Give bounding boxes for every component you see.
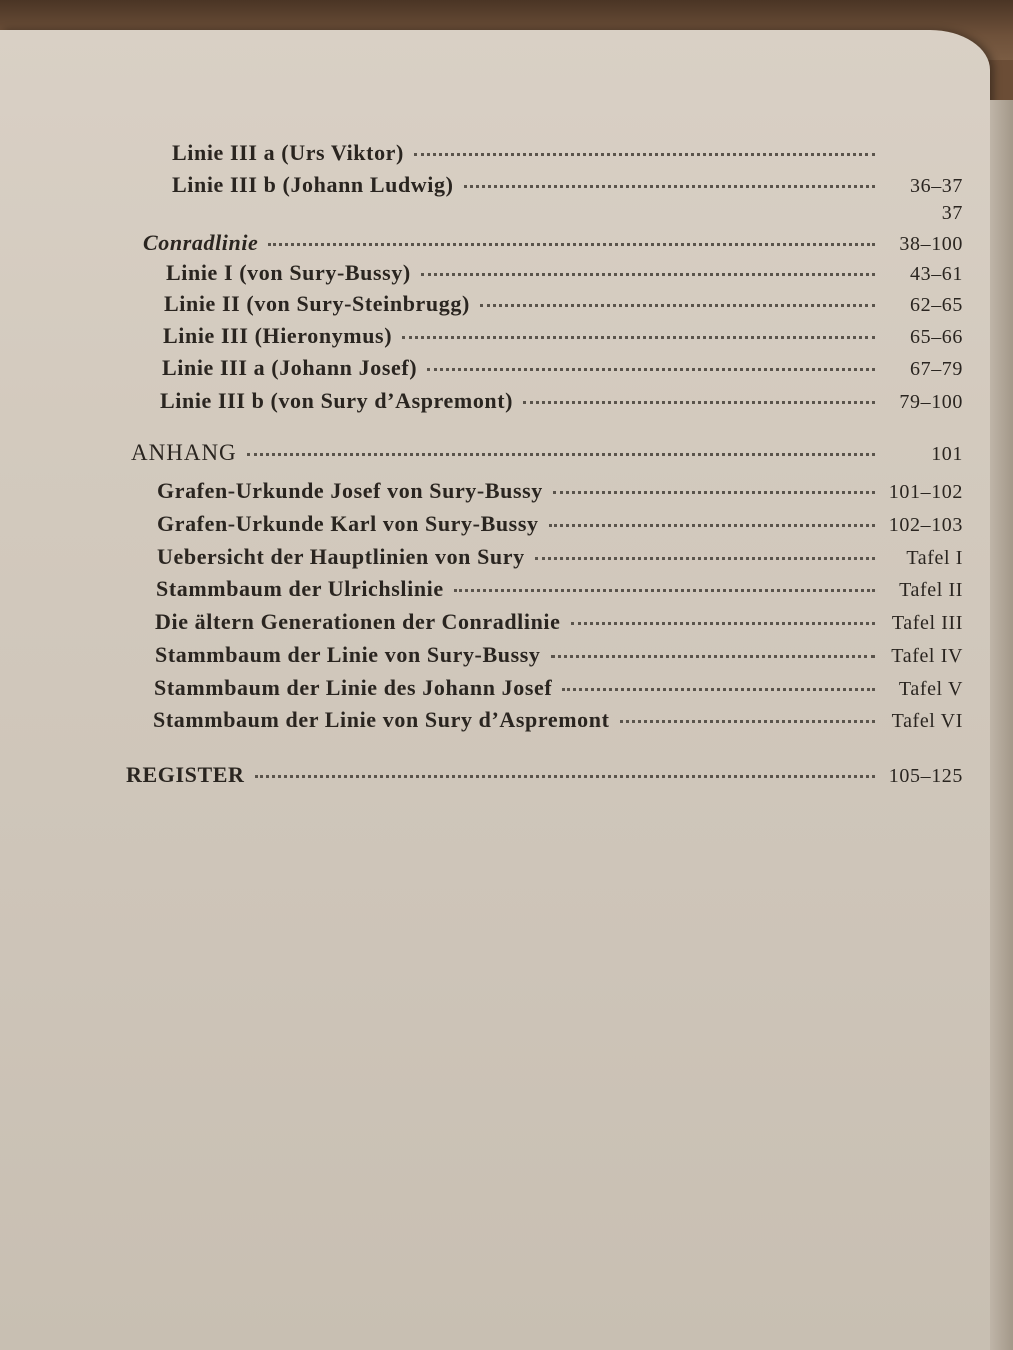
dot-leader: [480, 304, 875, 307]
dot-leader: [402, 336, 875, 339]
toc-entry: [166, 260, 963, 292]
toc-entry: [157, 478, 963, 510]
toc-entry-page: Tafel III: [891, 612, 963, 634]
toc-entry: [157, 511, 963, 543]
toc-entry-title: ANHANG: [131, 440, 237, 465]
toc-entry-page: Tafel V: [898, 678, 963, 700]
toc-entry-page: 101–102: [888, 481, 963, 503]
dot-leader: [427, 368, 875, 371]
toc-entry-title: Grafen-Urkunde Josef von Sury-Bussy: [157, 478, 543, 503]
toc-section-heading: [131, 440, 963, 472]
dot-leader: [551, 655, 875, 658]
toc-entry-title: Linie III (Hieronymus): [163, 323, 393, 348]
toc-entry: [156, 576, 963, 608]
toc-entry: [157, 544, 963, 576]
toc-entry-title: REGISTER: [126, 762, 245, 787]
toc-entry-title: Stammbaum der Linie des Johann Josef: [154, 675, 553, 700]
toc-entry: [163, 323, 963, 355]
dot-leader: [268, 243, 875, 246]
toc-entry-title: Linie II (von Sury-Steinbrugg): [164, 291, 470, 316]
toc-entry-title: Linie I (von Sury-Bussy): [166, 260, 411, 285]
toc-entry-title: Stammbaum der Ulrichslinie: [156, 576, 444, 601]
toc-entry: [172, 172, 963, 204]
toc-entry-page: 43–61: [910, 263, 963, 285]
dot-leader: [562, 688, 875, 691]
dot-leader: [571, 622, 875, 625]
toc-entry-title: Linie III a (Urs Viktor): [172, 140, 404, 165]
toc-section-heading: [126, 762, 963, 794]
toc-entry-page: Tafel II: [899, 579, 963, 601]
toc-entry-page: 37: [941, 202, 963, 224]
toc-section-heading: [143, 230, 963, 262]
toc-entry-page: 65–66: [910, 326, 963, 348]
dot-leader: [553, 491, 875, 494]
dot-leader: [421, 273, 875, 276]
toc-entry-page: 38–100: [899, 233, 963, 255]
toc-entry-title: Linie III b (von Sury d’Aspremont): [160, 388, 514, 413]
toc-entry: [155, 609, 963, 641]
toc-entry: [154, 675, 963, 707]
toc-entry-page: Tafel IV: [891, 645, 963, 667]
dot-leader: [247, 453, 875, 456]
dot-leader: [255, 775, 875, 778]
dot-leader: [454, 589, 875, 592]
toc-entry-page: Tafel I: [906, 547, 963, 569]
toc-entry-page: 36–37: [910, 175, 963, 197]
toc-entry-page: 62–65: [910, 294, 963, 316]
toc-entry: [155, 642, 963, 674]
toc-entry-title: Grafen-Urkunde Karl von Sury-Bussy: [157, 511, 539, 536]
toc-entry-title: Conradlinie: [143, 230, 259, 255]
toc-entry: [172, 140, 963, 172]
toc-entry-title: Linie III b (Johann Ludwig): [172, 172, 454, 197]
dot-leader: [549, 524, 875, 527]
toc-entry-title: Linie III a (Johann Josef): [162, 355, 418, 380]
toc-entry-page: 101: [931, 443, 963, 465]
toc-entry-page: 79–100: [899, 391, 963, 413]
toc-entry-page: 67–79: [910, 358, 963, 380]
toc-entry: [162, 355, 963, 387]
toc-entry: [164, 291, 963, 323]
toc-entry-title: Stammbaum der Linie von Sury d’Aspremont: [153, 707, 610, 732]
dot-leader: [535, 557, 875, 560]
toc-entry: [160, 388, 963, 420]
dot-leader: [464, 185, 875, 188]
toc-entry: [153, 707, 963, 739]
toc-entry-title: Stammbaum der Linie von Sury-Bussy: [155, 642, 541, 667]
toc-entry-title: Die ältern Generationen der Conradlinie: [155, 609, 561, 634]
toc-entry-title: Uebersicht der Hauptlinien von Sury: [157, 544, 525, 569]
dot-leader: [414, 153, 875, 156]
dot-leader: [620, 720, 875, 723]
toc-entry-page: 105–125: [888, 765, 963, 787]
toc-entry-page: Tafel VI: [891, 710, 963, 732]
toc-entry-page: 102–103: [888, 514, 963, 536]
dot-leader: [523, 401, 875, 404]
